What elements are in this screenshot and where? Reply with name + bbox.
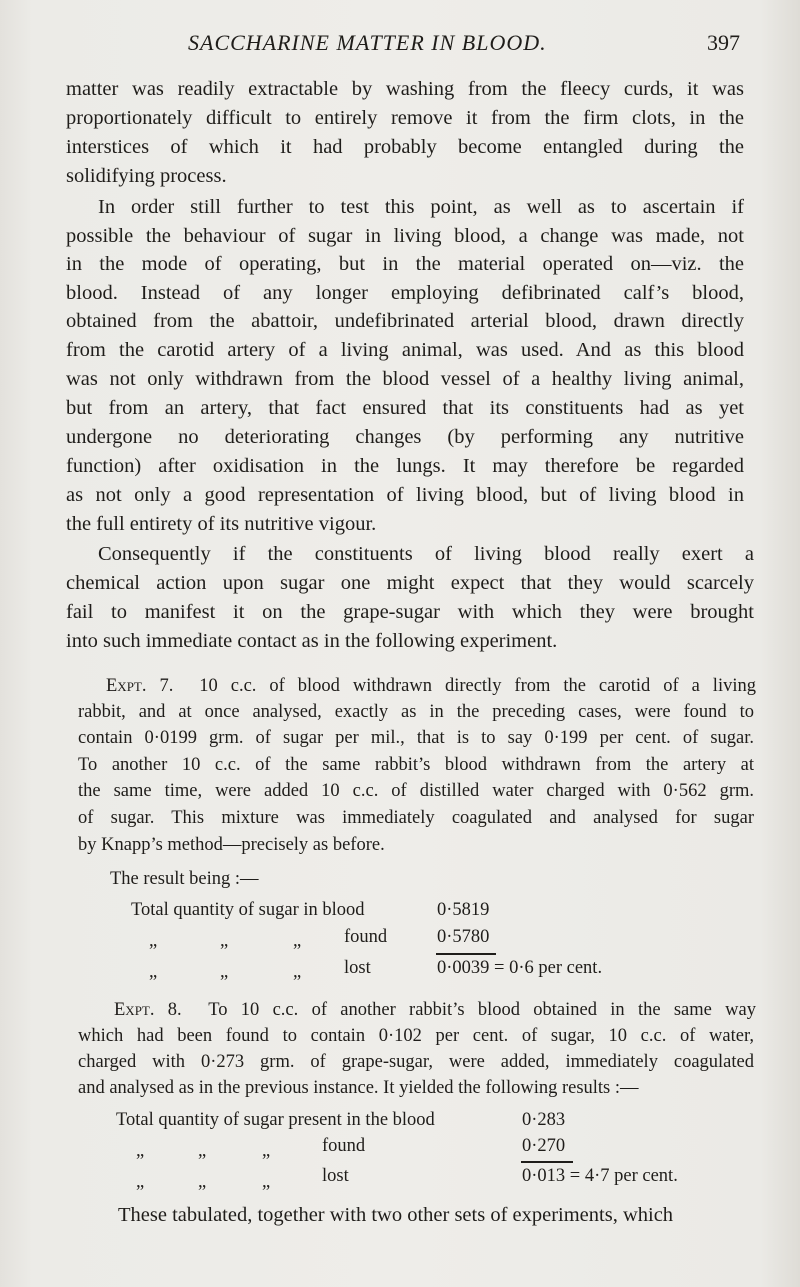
experiment-7-first-line — [106, 674, 756, 698]
text-line: fail to manifest it on the grape-sugar with which they were brought — [66, 601, 754, 623]
table-value: 0·5780 — [437, 927, 490, 947]
text-line: in the mode of operating, but in the material operated on—viz. the — [66, 253, 744, 275]
text-line: 10 c.c. of blood withdrawn directly from the carotid of a living — [199, 676, 756, 696]
text-line: but from an artery, that fact ensured that its constituents had as yet — [66, 397, 744, 419]
text-line: solidifying process. — [66, 165, 227, 187]
table-value: 0·283 — [522, 1110, 566, 1130]
page-header — [178, 30, 740, 58]
text-line: charged with 0·273 grm. of grape-sugar, were added, immediately coagulated — [78, 1052, 754, 1072]
text-line: into such immediate contact as in the following experiment. — [66, 630, 558, 652]
text-line: and analysed as in the previous instance. It yielded the following results :— — [78, 1078, 639, 1098]
result-intro: The result being :— — [110, 869, 259, 889]
text-line: from the carotid artery of a living animal, was used. And as this blood — [66, 339, 744, 361]
table-row-label: found — [322, 1136, 366, 1156]
subtraction-rule — [436, 953, 496, 955]
table-row-label: Total quantity of sugar in blood — [131, 900, 365, 920]
table-value: 0·270 — [522, 1136, 566, 1156]
page-number: 397 — [707, 30, 740, 55]
ditto-mark: „ — [198, 1141, 207, 1161]
text-line: by Knapp’s method—precisely as before. — [78, 835, 385, 855]
ditto-mark: „ — [262, 1141, 271, 1161]
table-row-label: Total quantity of sugar present in the blood — [116, 1110, 435, 1130]
text-line: as not only a good representation of living blood, but of living blood in — [66, 484, 744, 506]
text-line: proportionately difficult to entirely remove it from the firm clots, in the — [66, 107, 744, 129]
ditto-mark: „ — [198, 1172, 207, 1192]
experiment-label: Expt. 8. — [114, 1000, 182, 1020]
ditto-mark: „ — [136, 1172, 145, 1192]
subtraction-rule — [521, 1161, 573, 1163]
text-line: To another 10 c.c. of the same rabbit’s blood withdrawn from the artery at — [78, 755, 754, 775]
text-line: Consequently if the constituents of living blood really exert a — [98, 543, 754, 565]
text-line: rabbit, and at once analysed, exactly as in the preceding cases, were found to — [78, 702, 754, 722]
text-line: matter was readily extractable by washing from the fleecy curds, it was — [66, 78, 744, 100]
ditto-mark: „ — [293, 931, 302, 951]
table-value: 0·013 = 4·7 per cent. — [522, 1166, 678, 1186]
table-value: 0·5819 — [437, 900, 490, 920]
ditto-mark: „ — [220, 931, 229, 951]
running-title: SACCHARINE MATTER IN BLOOD. — [188, 30, 547, 55]
text-line: undergone no deteriorating changes (by performing any nutritive — [66, 426, 744, 448]
text-line: of sugar. This mixture was immediately coagulated and analysed for sugar — [78, 808, 754, 828]
text-line: blood. Instead of any longer employing defibrinated calf’s blood, — [66, 282, 744, 304]
text-line: To 10 c.c. of another rabbit’s blood obtained in the same way — [208, 1000, 756, 1020]
text-line: which had been found to contain 0·102 per cent. of sugar, 10 c.c. of water, — [78, 1026, 754, 1046]
table-row-label: found — [344, 927, 388, 947]
text-line: chemical action upon sugar one might expect that they would scarcely — [66, 572, 754, 594]
ditto-mark: „ — [149, 931, 158, 951]
ditto-mark: „ — [262, 1172, 271, 1192]
text-line: obtained from the abattoir, undefibrinated arterial blood, drawn directly — [66, 310, 744, 332]
experiment-label: Expt. 7. — [106, 676, 174, 696]
table-value: 0·0039 = 0·6 per cent. — [437, 958, 603, 978]
ditto-mark: „ — [293, 962, 302, 982]
text-line: interstices of which it had probably become entangled during the — [66, 136, 744, 158]
experiment-8-first-line — [114, 998, 756, 1022]
text-line: These tabulated, together with two other sets of experiments, which — [118, 1204, 674, 1226]
ditto-mark: „ — [136, 1141, 145, 1161]
ditto-mark: „ — [220, 962, 229, 982]
text-line: In order still further to test this point, as well as to ascertain if — [98, 196, 744, 218]
text-line: contain 0·0199 grm. of sugar per mil., that is to say 0·199 per cent. of sugar. — [78, 728, 754, 748]
text-line: the full entirety of its nutritive vigour. — [66, 513, 377, 535]
text-line: possible the behaviour of sugar in living blood, a change was made, not — [66, 225, 744, 247]
ditto-mark: „ — [149, 962, 158, 982]
text-line: the same time, were added 10 c.c. of distilled water charged with 0·562 grm. — [78, 781, 754, 801]
table-row-label: lost — [344, 958, 371, 978]
text-line: function) after oxidisation in the lungs. It may therefore be regarded — [66, 455, 744, 477]
table-row-label: lost — [322, 1166, 349, 1186]
text-line: was not only withdrawn from the blood vessel of a healthy living animal, — [66, 368, 744, 390]
